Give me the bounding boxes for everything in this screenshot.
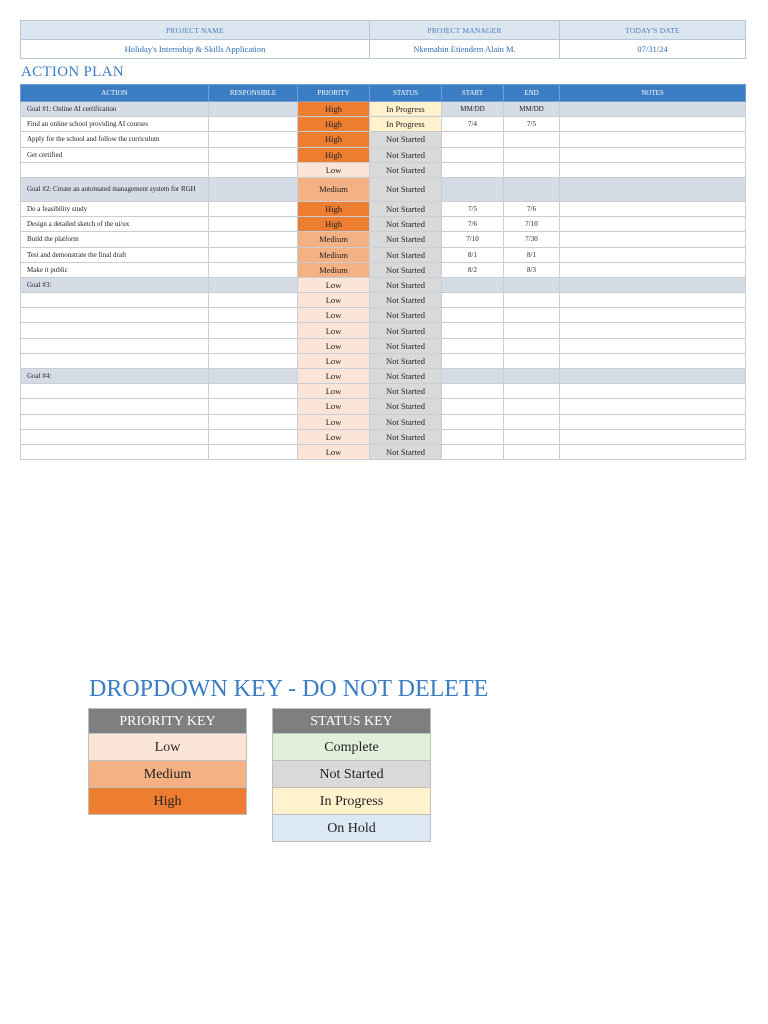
col-header-priority: PRIORITY [298,85,370,102]
col-header-end: END [504,85,560,102]
responsible-cell[interactable] [209,177,298,201]
notes-cell[interactable] [560,399,746,414]
table-row [21,384,746,399]
end-cell[interactable] [504,162,560,177]
action-cell[interactable]: Goal #3: [21,277,209,292]
responsible-cell[interactable] [209,338,298,353]
notes-cell[interactable] [560,429,746,444]
project-name-label: PROJECT NAME [21,21,370,40]
responsible-cell[interactable] [209,262,298,277]
priority-cell[interactable]: High [298,147,370,162]
table-row [21,117,746,132]
start-cell[interactable] [442,369,504,384]
priority-cell[interactable]: Low [298,414,370,429]
start-cell[interactable]: 7/4 [442,117,504,132]
action-cell[interactable] [21,384,209,399]
action-cell[interactable] [21,429,209,444]
responsible-cell[interactable] [209,247,298,262]
table-row [21,147,746,162]
notes-cell[interactable] [560,369,746,384]
responsible-cell[interactable] [209,132,298,147]
table-row [21,353,746,368]
priority-cell[interactable]: Medium [298,232,370,247]
action-cell[interactable] [21,293,209,308]
responsible-cell[interactable] [209,384,298,399]
responsible-cell[interactable] [209,147,298,162]
action-cell[interactable] [21,444,209,459]
notes-cell[interactable] [560,338,746,353]
status-cell[interactable]: Not Started [370,323,442,338]
start-cell[interactable]: 8/1 [442,247,504,262]
start-cell[interactable] [442,399,504,414]
project-manager-label: PROJECT MANAGER [370,21,560,40]
end-cell[interactable] [504,369,560,384]
status-cell[interactable]: Not Started [370,277,442,292]
goal-row [21,102,746,117]
priority-cell[interactable]: High [298,217,370,232]
action-cell[interactable] [21,338,209,353]
notes-cell[interactable] [560,444,746,459]
priority-cell[interactable]: Low [298,399,370,414]
col-header-responsible: RESPONSIBLE [209,85,298,102]
notes-cell[interactable] [560,201,746,216]
start-cell[interactable]: 7/10 [442,232,504,247]
notes-cell[interactable] [560,262,746,277]
col-header-action: ACTION [21,85,209,102]
table-row [21,429,746,444]
end-cell[interactable]: 7/5 [504,117,560,132]
table-row [21,323,746,338]
priority-cell[interactable]: Medium [298,262,370,277]
responsible-cell[interactable] [209,117,298,132]
priority-cell[interactable]: High [298,132,370,147]
table-row [21,399,746,414]
end-cell[interactable] [504,132,560,147]
action-cell[interactable]: Build the platform [21,232,209,247]
col-header-notes: NOTES [560,85,746,102]
start-cell[interactable] [442,384,504,399]
status-cell[interactable]: Not Started [370,162,442,177]
priority-cell[interactable]: Low [298,384,370,399]
responsible-cell[interactable] [209,414,298,429]
responsible-cell[interactable] [209,353,298,368]
start-cell[interactable] [442,132,504,147]
priority-key-table [88,708,247,815]
action-cell[interactable]: Do a feasibility study [21,201,209,216]
priority-cell[interactable]: High [298,201,370,216]
priority-cell[interactable]: Low [298,323,370,338]
status-key-header: STATUS KEY [272,708,431,734]
start-cell[interactable] [442,277,504,292]
start-cell[interactable] [442,308,504,323]
action-plan-header-row [21,85,746,102]
start-cell[interactable] [442,293,504,308]
responsible-cell[interactable] [209,308,298,323]
status-cell[interactable]: Not Started [370,353,442,368]
notes-cell[interactable] [560,177,746,201]
notes-cell[interactable] [560,384,746,399]
priority-cell[interactable]: Medium [298,177,370,201]
responsible-cell[interactable] [209,429,298,444]
priority-cell[interactable]: Low [298,308,370,323]
notes-cell[interactable] [560,323,746,338]
status-cell[interactable]: Not Started [370,262,442,277]
start-cell[interactable]: 7/5 [442,201,504,216]
responsible-cell[interactable] [209,277,298,292]
col-header-status: STATUS [370,85,442,102]
table-row [21,162,746,177]
table-row [21,414,746,429]
col-header-start: START [442,85,504,102]
status-cell[interactable]: Not Started [370,147,442,162]
project-name-cell[interactable]: Holiday's Internship & Skills Application [21,40,370,59]
table-row [21,132,746,147]
responsible-cell[interactable] [209,201,298,216]
action-plan-body [21,102,746,460]
status-cell[interactable]: Not Started [370,177,442,201]
priority-cell[interactable]: Low [298,353,370,368]
priority-key-item-medium: Medium [88,761,247,788]
priority-cell[interactable]: High [298,117,370,132]
notes-cell[interactable] [560,132,746,147]
end-cell[interactable]: MM/DD [504,102,560,117]
status-cell[interactable]: Not Started [370,232,442,247]
table-row [21,247,746,262]
end-cell[interactable] [504,384,560,399]
status-cell[interactable]: Not Started [370,247,442,262]
notes-cell[interactable] [560,232,746,247]
priority-cell[interactable]: Low [298,277,370,292]
priority-cell[interactable]: High [298,102,370,117]
action-cell[interactable] [21,162,209,177]
dropdown-key-title: DROPDOWN KEY - DO NOT DELETE [89,676,489,702]
table-row [21,338,746,353]
notes-cell[interactable] [560,217,746,232]
table-row [21,201,746,216]
responsible-cell[interactable] [209,444,298,459]
todays-date-cell[interactable]: 07/31/24 [560,40,746,59]
status-cell[interactable]: Not Started [370,414,442,429]
status-cell[interactable]: In Progress [370,117,442,132]
priority-cell[interactable]: Low [298,338,370,353]
table-row [21,444,746,459]
notes-cell[interactable] [560,293,746,308]
end-cell[interactable]: 8/1 [504,247,560,262]
action-plan-title: ACTION PLAN [21,64,124,80]
priority-cell[interactable]: Medium [298,247,370,262]
notes-cell[interactable] [560,117,746,132]
status-cell[interactable]: Not Started [370,308,442,323]
action-cell[interactable] [21,353,209,368]
action-cell[interactable] [21,414,209,429]
action-cell[interactable] [21,308,209,323]
start-cell[interactable]: 7/6 [442,217,504,232]
action-cell[interactable]: Goal #4: [21,369,209,384]
start-cell[interactable]: 8/2 [442,262,504,277]
end-cell[interactable] [504,277,560,292]
goal-row [21,369,746,384]
status-key-item-on-hold: On Hold [272,815,431,842]
status-key-item-complete: Complete [272,734,431,761]
table-row [21,262,746,277]
responsible-cell[interactable] [209,217,298,232]
start-cell[interactable] [442,338,504,353]
table-row [21,217,746,232]
responsible-cell[interactable] [209,293,298,308]
action-cell[interactable]: Goal #1: Online AI certification [21,102,209,117]
project-manager-cell[interactable]: Nkemabin Etiendem Alain M. [370,40,560,59]
action-cell[interactable] [21,399,209,414]
table-row [21,308,746,323]
end-cell[interactable] [504,429,560,444]
responsible-cell[interactable] [209,369,298,384]
status-cell[interactable]: Not Started [370,201,442,216]
end-cell[interactable] [504,338,560,353]
priority-key-item-high: High [88,788,247,815]
start-cell[interactable] [442,162,504,177]
end-cell[interactable]: 8/3 [504,262,560,277]
action-cell[interactable] [21,323,209,338]
end-cell[interactable] [504,399,560,414]
responsible-cell[interactable] [209,323,298,338]
status-cell[interactable]: Not Started [370,293,442,308]
notes-cell[interactable] [560,277,746,292]
start-cell[interactable] [442,444,504,459]
end-cell[interactable] [504,147,560,162]
priority-cell[interactable]: Low [298,369,370,384]
priority-cell[interactable]: Low [298,162,370,177]
action-cell[interactable]: Design a detailed sketch of the ui/ux [21,217,209,232]
responsible-cell[interactable] [209,232,298,247]
action-plan-table [20,84,746,460]
priority-cell[interactable]: Low [298,444,370,459]
status-cell[interactable]: Not Started [370,369,442,384]
goal-row [21,177,746,201]
goal-row [21,277,746,292]
end-cell[interactable]: 7/10 [504,217,560,232]
end-cell[interactable] [504,414,560,429]
end-cell[interactable] [504,308,560,323]
end-cell[interactable]: 7/30 [504,232,560,247]
notes-cell[interactable] [560,308,746,323]
action-cell[interactable]: Get certified [21,147,209,162]
action-cell[interactable]: Make it public [21,262,209,277]
end-cell[interactable] [504,323,560,338]
status-cell[interactable]: Not Started [370,399,442,414]
todays-date-label: TODAY'S DATE [560,21,746,40]
status-cell[interactable]: In Progress [370,102,442,117]
action-cell[interactable]: Test and demonstrate the final draft [21,247,209,262]
table-row [21,293,746,308]
end-cell[interactable] [504,177,560,201]
notes-cell[interactable] [560,102,746,117]
priority-key-header: PRIORITY KEY [88,708,247,734]
priority-cell[interactable]: Low [298,293,370,308]
action-cell[interactable]: Goal #2: Create an automated management system for RGH [21,177,209,201]
status-key-table [272,708,431,842]
responsible-cell[interactable] [209,162,298,177]
responsible-cell[interactable] [209,102,298,117]
table-row [21,232,746,247]
status-cell[interactable]: Not Started [370,338,442,353]
end-cell[interactable] [504,353,560,368]
status-cell[interactable]: Not Started [370,444,442,459]
end-cell[interactable]: 7/6 [504,201,560,216]
status-cell[interactable]: Not Started [370,384,442,399]
action-cell[interactable]: Apply for the school and follow the curriculum [21,132,209,147]
start-cell[interactable] [442,414,504,429]
status-key-item-not-started: Not Started [272,761,431,788]
priority-cell[interactable]: Low [298,429,370,444]
end-cell[interactable] [504,444,560,459]
end-cell[interactable] [504,293,560,308]
status-cell[interactable]: Not Started [370,217,442,232]
notes-cell[interactable] [560,247,746,262]
start-cell[interactable] [442,429,504,444]
status-cell[interactable]: Not Started [370,429,442,444]
notes-cell[interactable] [560,147,746,162]
start-cell[interactable] [442,353,504,368]
notes-cell[interactable] [560,353,746,368]
status-key-item-in-progress: In Progress [272,788,431,815]
responsible-cell[interactable] [209,399,298,414]
start-cell[interactable]: MM/DD [442,102,504,117]
priority-key-item-low: Low [88,734,247,761]
project-info-table [20,20,746,59]
action-cell[interactable]: Find an online school providing AI courses [21,117,209,132]
status-cell[interactable]: Not Started [370,132,442,147]
notes-cell[interactable] [560,162,746,177]
notes-cell[interactable] [560,414,746,429]
start-cell[interactable] [442,323,504,338]
start-cell[interactable] [442,177,504,201]
start-cell[interactable] [442,147,504,162]
